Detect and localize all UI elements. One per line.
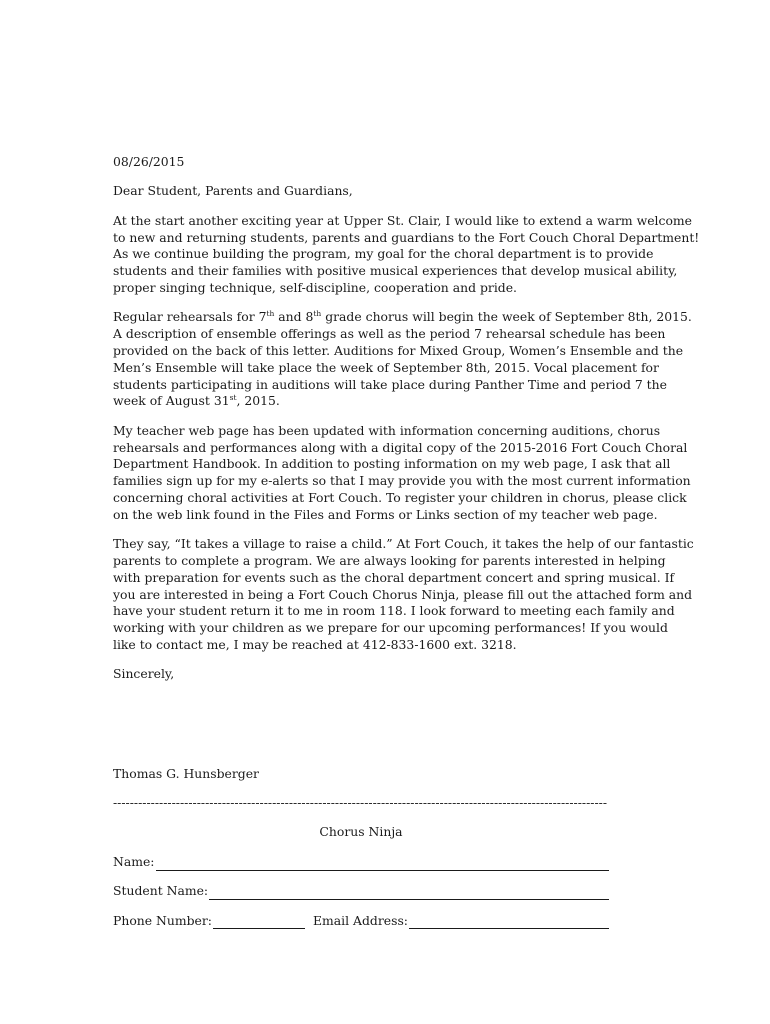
paragraph-line: [113, 393, 673, 410]
ordinal-suffix: th: [313, 309, 322, 319]
name-blank[interactable]: [156, 857, 610, 871]
ordinal-suffix: st: [229, 393, 237, 403]
letter-closing: Sincerely,: [113, 666, 175, 682]
paragraph-line: students participating in auditions will take place during Panther Time and period 7 the: [113, 376, 667, 392]
ordinal-suffix: th: [266, 309, 275, 319]
paragraph-line: [113, 309, 692, 326]
paragraph-line: As we continue building the program, my goal for the choral department is to provide: [113, 246, 654, 262]
paragraph-line: to new and returning students, parents and guardians to the Fort Couch Choral Department!: [113, 229, 700, 245]
text-run: week of August 31: [113, 393, 230, 409]
paragraph-village: [113, 536, 694, 654]
paragraph-line: concerning choral activities at Fort Couch. To register your children in chorus, please click: [113, 489, 687, 505]
paragraph-line: parents to complete a program. We are always looking for parents interested in helping: [113, 552, 666, 568]
paragraph-line: Men’s Ensemble will take place the week of September 8th, 2015. Vocal placement for: [113, 359, 659, 375]
name-row: [113, 854, 609, 871]
paragraph-line: rehearsals and performances along with a digital copy of the 2015-2016 Fort Couch Choral: [113, 439, 688, 455]
paragraph-line: on the web link found in the Files and Forms or Links section of my teacher web page.: [113, 506, 658, 522]
letter-page: [113, 154, 700, 942]
text-run: Regular rehearsals for 7: [113, 309, 267, 325]
paragraph-line: They say, “It takes a village to raise a child.” At Fort Couch, it takes the help of our fantastic: [113, 536, 694, 552]
paragraph-line: working with your children as we prepare for our upcoming performances! If you would: [113, 620, 668, 636]
phone-blank[interactable]: [213, 915, 305, 929]
paragraph-line: proper singing technique, self-discipline, cooperation and pride.: [113, 279, 517, 295]
signature-space: [113, 696, 673, 766]
letter-signature: Thomas G. Hunsberger: [113, 765, 259, 781]
student-name-row: [113, 883, 609, 900]
contact-row: [113, 913, 609, 930]
letter-date: 08/26/2015: [113, 154, 185, 169]
paragraph-line: students and their families with positive musical experiences that develop musical ability,: [113, 263, 678, 279]
form-title: Chorus Ninja: [319, 824, 403, 840]
paragraph-line: My teacher web page has been updated with information concerning auditions, chorus: [113, 422, 661, 438]
name-label: Name:: [113, 853, 155, 869]
cut-line-divider: ----------------------------------------------------------------------------------------------------------------------: [113, 795, 608, 811]
paragraph-line: you are interested in being a Fort Couch Chorus Ninja, please fill out the attached form and: [113, 586, 693, 602]
paragraph-line: provided on the back of this letter. Auditions for Mixed Group, Women’s Ensemble and the: [113, 342, 684, 358]
text-run: and 8: [274, 309, 314, 325]
paragraph-line: Department Handbook. In addition to posting information on my web page, I ask that all: [113, 456, 671, 472]
email-blank[interactable]: [409, 915, 609, 929]
paragraph-line: with preparation for events such as the choral department concert and spring musical. If: [113, 569, 675, 585]
paragraph-line: A description of ensemble offerings as well as the period 7 rehearsal schedule has been: [113, 326, 666, 342]
text-run: grade chorus will begin the week of September 8th, 2015.: [321, 309, 692, 325]
phone-label: Phone Number:: [113, 912, 212, 928]
paragraph-rehearsals: [113, 309, 692, 410]
letter-salutation: Dear Student, Parents and Guardians,: [113, 183, 353, 199]
paragraph-welcome: [113, 212, 700, 297]
paragraph-line: At the start another exciting year at Upper St. Clair, I would like to extend a warm welcome: [113, 212, 692, 228]
paragraph-line: like to contact me, I may be reached at 412-833-1600 ext. 3218.: [113, 636, 517, 652]
student-name-blank[interactable]: [209, 886, 609, 900]
paragraph-line: have your student return it to me in room 118. I look forward to meeting each family and: [113, 603, 675, 619]
student-name-label: Student Name:: [113, 883, 209, 899]
email-label: Email Address:: [312, 912, 408, 928]
paragraph-line: families sign up for my e-alerts so that I may provide you with the most current information: [113, 473, 691, 489]
paragraph-web-page: [113, 422, 691, 524]
text-run: , 2015.: [236, 393, 280, 409]
